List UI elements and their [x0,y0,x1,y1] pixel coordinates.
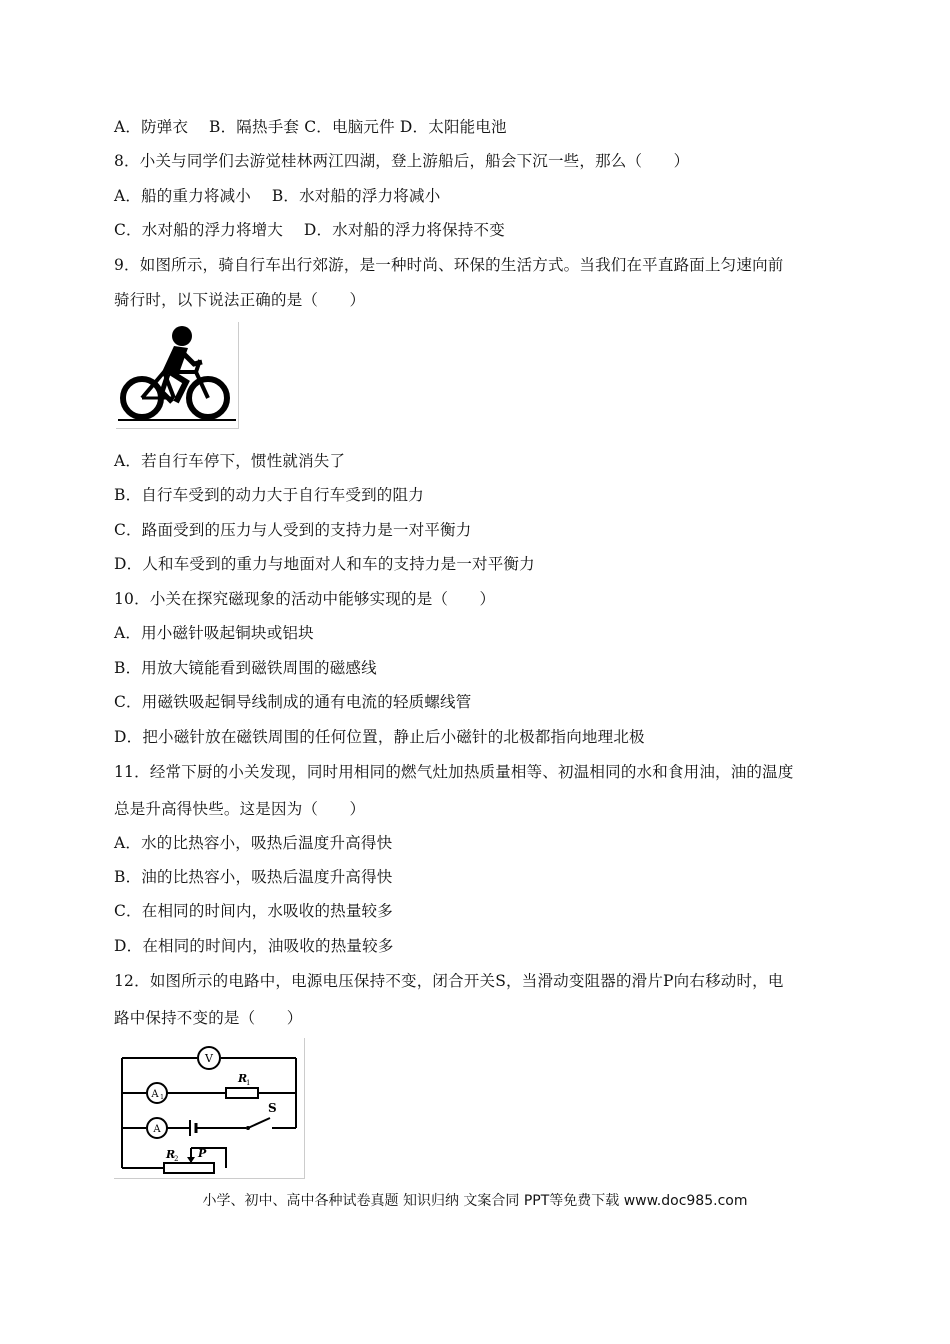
resistor1-label: R [238,1072,248,1085]
q10-option-d: D．把小磁针放在磁铁周围的任何位置，静止后小磁针的北极都指向地理北极 [114,728,645,746]
q11-option-a: A．水的比热容小，吸热后温度升高得快 [114,834,393,852]
q10-stem: 10．小关在探究磁现象的活动中能够实现的是（ ） [114,590,496,608]
q9-option-a: A．若自行车停下，惯性就消失了 [114,452,346,470]
q10-option-b: B．用放大镜能看到磁铁周围的磁感线 [114,659,377,677]
q9-option-d: D．人和车受到的重力与地面对人和车的支持力是一对平衡力 [114,555,535,573]
q8-options-ab: A．船的重力将减小 B．水对船的浮力将减小 [114,187,441,205]
q11-stem-line1: 11．经常下厨的小关发现，同时用相同的燃气灶加热质量相等、初温相同的水和食用油，油的温度 [114,763,794,781]
switch-icon [248,1118,270,1128]
rheostat-icon [164,1163,214,1173]
resistor2-label: R [166,1148,176,1161]
q11-option-b: B．油的比热容小，吸热后温度升高得快 [114,868,393,886]
q11-option-c: C．在相同的时间内，水吸收的热量较多 [114,902,393,920]
q10-option-c: C．用磁铁吸起铜导线制成的通有电流的轻质螺线管 [114,693,472,711]
q7-options: A．防弹衣 B．隔热手套 C．电脑元件 D．太阳能电池 [114,118,507,136]
q12-stem-line2: 路中保持不变的是（ ） [114,1009,303,1027]
cyclist-figure [116,322,239,429]
resistor1-icon [226,1088,258,1098]
q9-stem-line2: 骑行时，以下说法正确的是（ ） [114,291,366,309]
switch-label: S [268,1101,277,1115]
resistor2-subscript: 2 [174,1155,179,1163]
q9-option-b: B．自行车受到的动力大于自行车受到的阻力 [114,486,424,504]
q11-option-d: D．在相同的时间内，油吸收的热量较多 [114,937,394,955]
page-footer: 小学、初中、高中各种试卷真题 知识归纳 文案合同 PPT等免费下载 www.doc985.com [202,1193,748,1209]
slider-label: P [198,1147,207,1160]
q12-stem-line1: 12．如图所示的电路中，电源电压保持不变，闭合开关S，当滑动变阻器的滑片P向右移动时，电 [114,972,784,990]
q8-stem: 8．小关与同学们去游觉桂林两江四湖，登上游船后，船会下沉一些，那么（ ） [114,152,690,170]
ammeter-label: A [153,1124,161,1135]
q9-stem-line1: 9．如图所示，骑自行车出行郊游，是一种时尚、环保的生活方式。当我们在平直路面上匀速向前 [114,256,784,274]
q11-stem-line2: 总是升高得快些。这是因为（ ） [114,800,366,818]
circuit-figure [114,1038,305,1179]
ammeter1-subscript: 1 [160,1094,164,1101]
q10-option-a: A．用小磁针吸起铜块或铝块 [114,624,314,642]
ammeter1-label: A [151,1089,159,1100]
resistor1-subscript: 1 [246,1079,251,1087]
voltmeter-label: V [205,1052,213,1065]
q8-options-cd: C．水对船的浮力将增大 D．水对船的浮力将保持不变 [114,221,505,239]
cyclist-icon [116,322,238,428]
circuit-diagram [114,1038,304,1178]
q9-option-c: C．路面受到的压力与人受到的支持力是一对平衡力 [114,521,472,539]
